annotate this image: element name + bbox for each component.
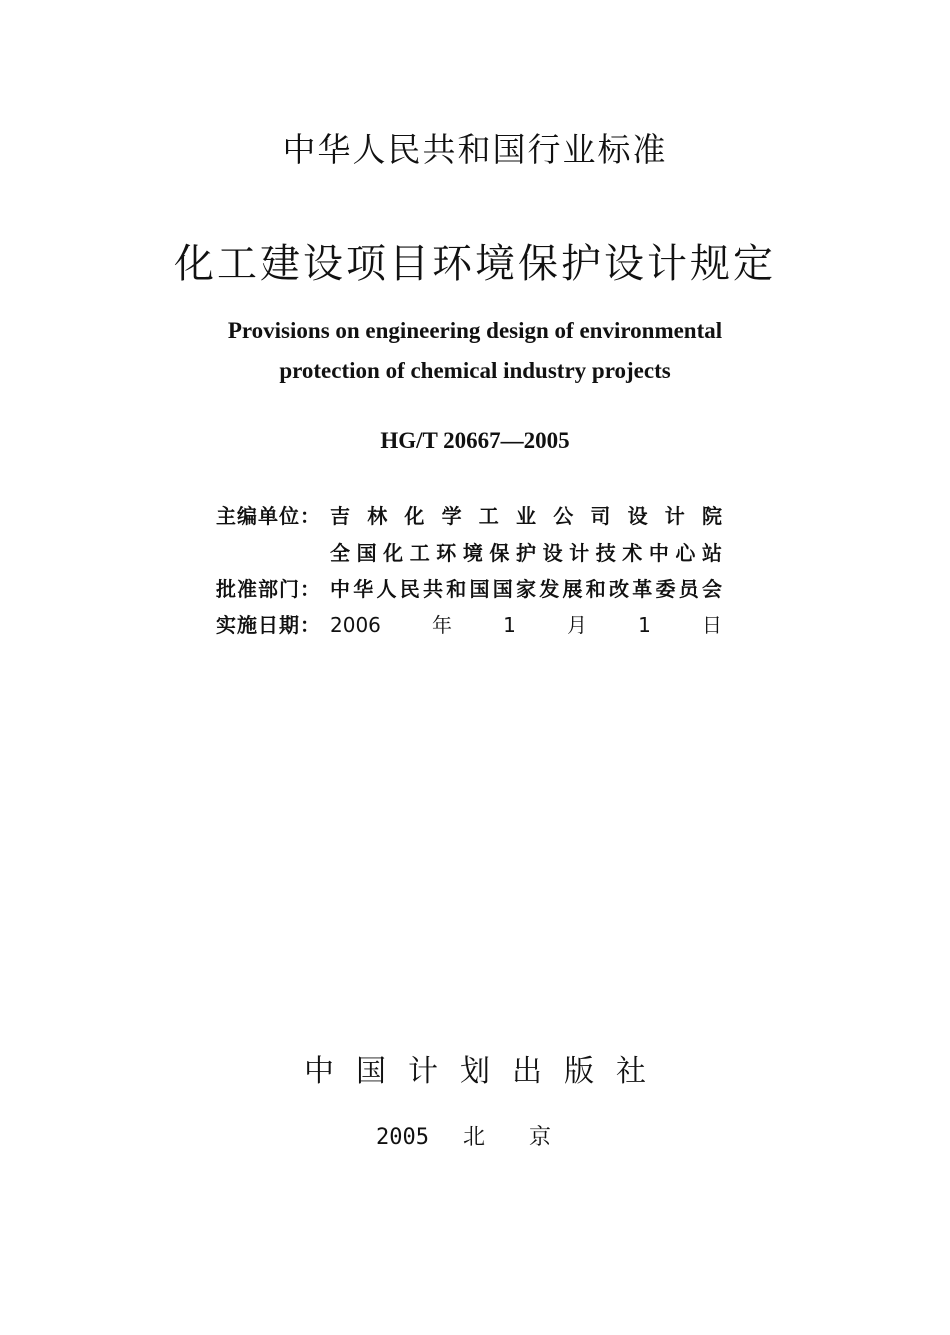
editor-unit-2: 全国化工环境保护设计技术中心站 [330, 541, 722, 565]
approval-department: 中华人民共和国国家发展和改革委员会 [330, 577, 722, 601]
date-label: 实施日期： [216, 613, 321, 637]
publication-line [376, 1120, 595, 1151]
publisher-name: 中国计划出版社 [304, 1054, 668, 1089]
title-english-line-1: Provisions on engineering design of environmental [227, 318, 723, 343]
title-chinese: 化工建设项目环境保护设计规定 [174, 241, 776, 287]
publication-year: 2005 [376, 1125, 429, 1150]
standard-category: 中华人民共和国行业标准 [282, 130, 668, 169]
editor-unit-1: 吉林化学工业公司设计院 [330, 504, 722, 528]
editor-label: 主编单位： [216, 504, 321, 528]
approval-label: 批准部门： [216, 577, 321, 601]
implementation-date: 2006年1月1日 [330, 613, 722, 637]
standard-number: HG/T 20667—2005 [380, 428, 570, 453]
title-english-line-2: protection of chemical industry projects [279, 358, 671, 383]
publication-place: 北京 [463, 1125, 596, 1150]
